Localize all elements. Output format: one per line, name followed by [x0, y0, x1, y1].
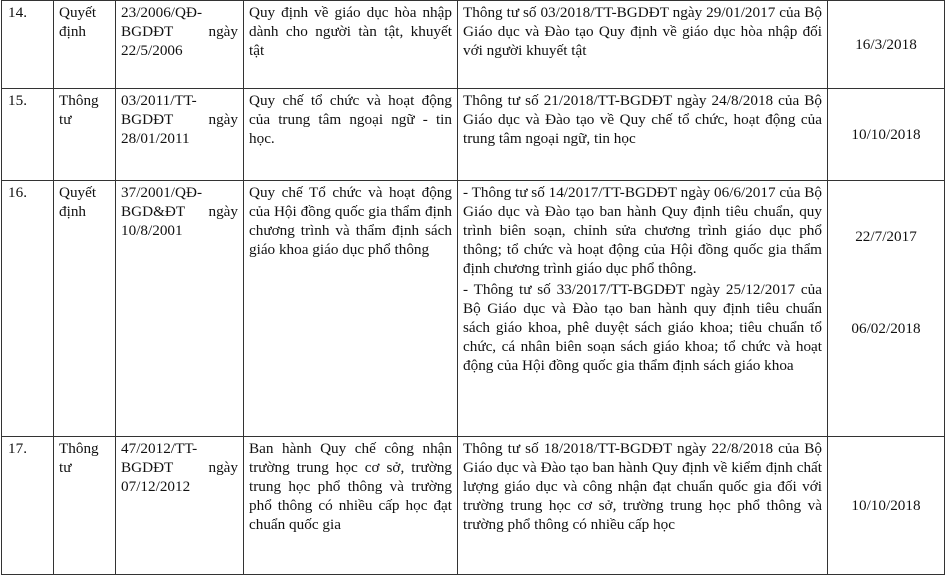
effective-dates — [828, 181, 945, 437]
effective-date: 16/3/2018 — [828, 1, 945, 89]
row-number: 16. — [2, 181, 54, 437]
document-code: 23/2006/QĐ-BGDĐT ngày 22/5/2006 — [116, 1, 244, 89]
replacement-entry: Thông tư số 21/2018/TT-BGDĐT ngày 24/8/2018 của Bộ Giáo dục và Đào tạo về Quy chế tổ chức, hoạt động của trung tâm ngoại ngữ, tin học — [463, 92, 822, 147]
document-type: Quyết định — [54, 1, 116, 89]
table-row — [2, 437, 945, 575]
table-row — [2, 1, 945, 89]
replacement-documents — [458, 437, 828, 575]
document-type: Thông tư — [54, 89, 116, 181]
table-row — [2, 181, 945, 437]
document-type: Quyết định — [54, 181, 116, 437]
document-table — [1, 0, 945, 575]
effective-date: 22/7/2017 — [855, 228, 917, 245]
document-code: 03/2011/TT-BGDĐT ngày 28/01/2011 — [116, 89, 244, 181]
effective-date: 06/02/2018 — [851, 320, 921, 337]
row-number: 15. — [2, 89, 54, 181]
row-number: 14. — [2, 1, 54, 89]
replacement-entry: Thông tư số 18/2018/TT-BGDĐT ngày 22/8/2018 của Bộ Giáo dục và Đào tạo ban hành Quy định về kiểm định chất lượng giáo dục và công nhận đạt chuẩn quốc gia đối với trường trung học cơ sở, trường trung học phổ thông và trường phổ thông có nhiều cấp học — [463, 440, 822, 533]
document-type: Thông tư — [54, 437, 116, 575]
effective-date: 10/10/2018 — [828, 89, 945, 181]
replacement-documents — [458, 181, 828, 437]
table-row — [2, 89, 945, 181]
document-code: 47/2012/TT-BGDĐT ngày 07/12/2012 — [116, 437, 244, 575]
replacement-documents — [458, 1, 828, 89]
replacement-documents — [458, 89, 828, 181]
document-code: 37/2001/QĐ-BGD&ĐT ngày 10/8/2001 — [116, 181, 244, 437]
replacement-entry: - Thông tư số 14/2017/TT-BGDĐT ngày 06/6/2017 của Bộ Giáo dục và Đào tạo ban hành Quy định tiêu chuẩn, quy trình biên soạn, chỉnh sửa chương trình giáo dục phổ thông; tổ chức và hoạt động của Hội đồng quốc gia thẩm định chương trình giáo dục phổ thông. — [463, 184, 822, 277]
replacement-entry: Thông tư số 03/2018/TT-BGDĐT ngày 29/01/2017 của Bộ Giáo dục và Đào tạo Quy định về giáo dục hòa nhập đối với người khuyết tật — [463, 4, 822, 59]
document-title: Quy chế Tổ chức và hoạt động của Hội đồng quốc gia thẩm định chương trình và thẩm định sách giáo khoa giáo dục phổ thông — [244, 181, 458, 437]
document-title: Quy định về giáo dục hòa nhập dành cho người tàn tật, khuyết tật — [244, 1, 458, 89]
row-number: 17. — [2, 437, 54, 575]
document-title: Ban hành Quy chế công nhận trường trung học cơ sở, trường trung học phổ thông và trường phổ thông có nhiều cấp học đạt chuẩn quốc gia — [244, 437, 458, 575]
replacement-entry: - Thông tư số 33/2017/TT-BGDĐT ngày 25/12/2017 của Bộ Giáo dục và Đào tạo ban hành quy định tiêu chuẩn sách giáo khoa, phê duyệt sách giáo khoa; tiêu chuẩn tổ chức, cá nhân biên soạn sách giáo khoa; tổ chức và hoạt động của Hội đồng quốc gia thẩm định sách giáo khoa — [463, 281, 822, 374]
document-title: Quy chế tổ chức và hoạt động của trung tâm ngoại ngữ - tin học. — [244, 89, 458, 181]
effective-date: 10/10/2018 — [828, 437, 945, 575]
